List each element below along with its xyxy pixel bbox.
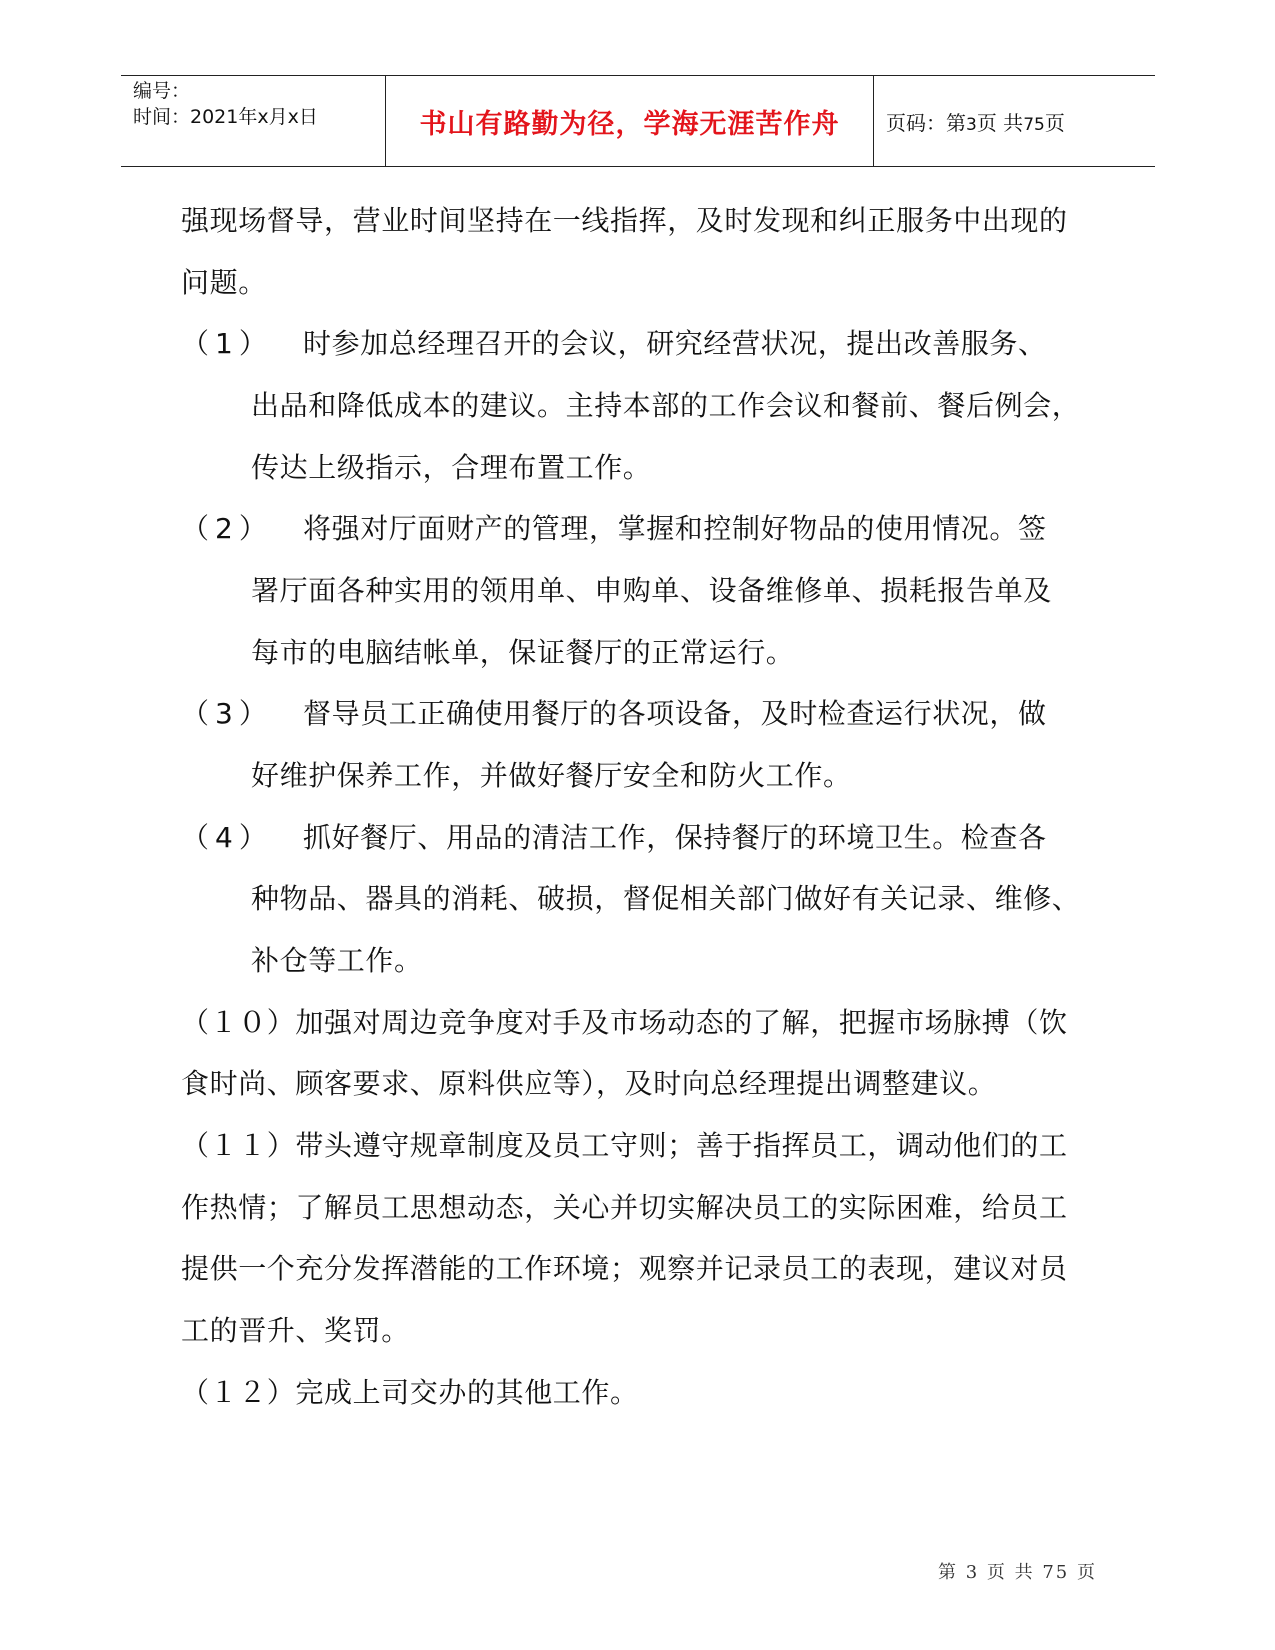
body-line: 署厅面各种实用的领用单、申购单、设备维修单、损耗报告单及 <box>251 574 1052 607</box>
body-line: （１１）带头遵守规章制度及员工守则；善于指挥员工，调动他们的工 <box>181 1129 1068 1162</box>
page-indicator <box>886 107 1065 136</box>
body-line: 督导员工正确使用餐厅的各项设备，及时检查运行状况，做 <box>303 697 1047 730</box>
header-info-cell <box>121 76 386 166</box>
item-number-label: （2） <box>181 512 273 545</box>
body-line: 作热情；了解员工思想动态，关心并切实解决员工的实际困难，给员工 <box>181 1191 1068 1224</box>
body-line: 好维护保养工作，并做好餐厅安全和防火工作。 <box>251 759 852 792</box>
page-number: 3 <box>966 114 977 135</box>
header-page-cell <box>874 76 1155 166</box>
body-line: 将强对厅面财产的管理，掌握和控制好物品的使用情况。签 <box>303 512 1047 545</box>
body-line: 抓好餐厅、用品的清洁工作，保持餐厅的环境卫生。检查各 <box>303 821 1047 854</box>
body-line: 传达上级指示，合理布置工作。 <box>251 451 652 484</box>
body-line: 种物品、器具的消耗、破损，督促相关部门做好有关记录、维修、 <box>251 882 1081 915</box>
body-line: （１２）完成上司交办的其他工作。 <box>181 1376 639 1409</box>
body-line: 工的晋升、奖罚。 <box>181 1314 410 1347</box>
body-line: 每市的电脑结帐单，保证餐厅的正常运行。 <box>251 636 795 669</box>
body-line: 提供一个充分发挥潜能的工作环境；观察并记录员工的表现，建议对员 <box>181 1252 1068 1285</box>
page-prefix: 页码：第 <box>886 110 966 135</box>
body-line: 时参加总经理召开的会议，研究经营状况，提出改善服务、 <box>303 327 1047 360</box>
serial-label: 编号： <box>133 80 191 102</box>
page-total: 75 <box>1023 114 1045 135</box>
page-footer: 第 3 页 共 75 页 <box>938 1562 1097 1583</box>
body-line: 问题。 <box>181 266 267 299</box>
item-number-label: （4） <box>181 821 273 854</box>
document-header <box>121 75 1155 167</box>
item-number-label: （3） <box>181 697 273 730</box>
body-line: 出品和降低成本的建议。主持本部的工作会议和餐前、餐后例会， <box>251 389 1081 422</box>
body-line: （１０）加强对周边竞争度对手及市场动态的了解，把握市场脉搏（饮 <box>181 1006 1068 1039</box>
header-motto-cell <box>386 76 874 166</box>
body-line: 食时尚、顾客要求、原料供应等），及时向总经理提出调整建议。 <box>181 1067 997 1100</box>
time-label: 时间：2021年x月x日 <box>133 106 318 128</box>
body-line: 补仓等工作。 <box>251 944 423 977</box>
page-suffix: 页 <box>1044 110 1065 135</box>
body-line: 强现场督导，营业时间坚持在一线指挥，及时发现和纠正服务中出现的 <box>181 204 1068 237</box>
page-mid: 页 共 <box>976 110 1024 135</box>
motto-text: 书山有路勤为径，学海无涯苦作舟 <box>419 108 840 140</box>
item-number-label: （1） <box>181 327 273 360</box>
